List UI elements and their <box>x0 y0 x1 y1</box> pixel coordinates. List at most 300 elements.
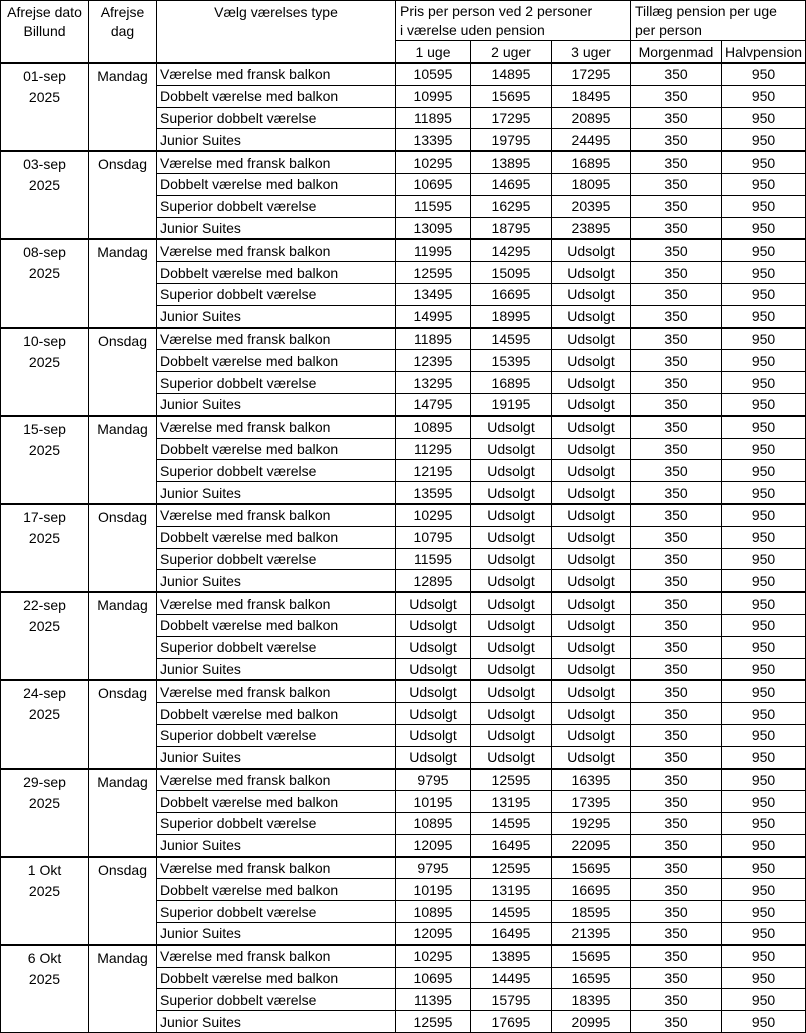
header-week-1: 1 uge <box>396 41 471 64</box>
price-2-weeks: Udsolgt <box>471 482 552 504</box>
departure-date-cell <box>1 857 89 945</box>
halfboard-supplement: 950 <box>722 195 806 217</box>
price-3-weeks: 17395 <box>552 791 631 813</box>
halfboard-supplement: 950 <box>722 703 806 725</box>
halfboard-supplement: 950 <box>722 151 806 173</box>
price-2-weeks: 15795 <box>471 989 552 1011</box>
halfboard-supplement: 950 <box>722 989 806 1011</box>
price-1-week: 14795 <box>396 393 471 415</box>
breakfast-supplement: 350 <box>631 791 722 813</box>
price-3-weeks: Udsolgt <box>552 548 631 570</box>
room-type: Dobbelt værelse med balkon <box>157 262 396 284</box>
header-week-2: 2 uger <box>471 41 552 64</box>
price-2-weeks: 13895 <box>471 945 552 967</box>
price-1-week: 11995 <box>396 239 471 261</box>
breakfast-supplement: 350 <box>631 129 722 151</box>
breakfast-supplement: 350 <box>631 305 722 327</box>
room-type: Junior Suites <box>157 834 396 856</box>
room-type: Junior Suites <box>157 305 396 327</box>
price-2-weeks: 14895 <box>471 63 552 85</box>
price-3-weeks: Udsolgt <box>552 460 631 482</box>
room-type: Superior dobbelt værelse <box>157 548 396 570</box>
price-1-week: 10195 <box>396 879 471 901</box>
departure-date-cell <box>1 680 89 768</box>
room-type: Dobbelt værelse med balkon <box>157 614 396 636</box>
header-halfboard: Halvpension <box>722 41 806 64</box>
breakfast-supplement: 350 <box>631 658 722 680</box>
price-3-weeks: 21395 <box>552 923 631 945</box>
room-type: Junior Suites <box>157 217 396 239</box>
room-type: Værelse med fransk balkon <box>157 504 396 526</box>
price-2-weeks: Udsolgt <box>471 614 552 636</box>
price-2-weeks: Udsolgt <box>471 570 552 592</box>
halfboard-supplement: 950 <box>722 636 806 658</box>
price-3-weeks: 16695 <box>552 879 631 901</box>
breakfast-supplement: 350 <box>631 393 722 415</box>
price-3-weeks: Udsolgt <box>552 746 631 768</box>
halfboard-supplement: 950 <box>722 416 806 438</box>
room-type: Superior dobbelt værelse <box>157 813 396 835</box>
breakfast-supplement: 350 <box>631 592 722 614</box>
halfboard-supplement: 950 <box>722 173 806 195</box>
halfboard-supplement: 950 <box>722 967 806 989</box>
breakfast-supplement: 350 <box>631 989 722 1011</box>
halfboard-supplement: 950 <box>722 217 806 239</box>
header-pension <box>631 1 806 41</box>
breakfast-supplement: 350 <box>631 879 722 901</box>
price-3-weeks: 16895 <box>552 151 631 173</box>
halfboard-supplement: 950 <box>722 239 806 261</box>
price-2-weeks: Udsolgt <box>471 636 552 658</box>
price-3-weeks: 16595 <box>552 967 631 989</box>
departure-year: 2025 <box>28 529 61 546</box>
price-3-weeks: 20895 <box>552 107 631 129</box>
price-1-week: 12595 <box>396 262 471 284</box>
room-type: Værelse med fransk balkon <box>157 239 396 261</box>
departure-day: Onsdag <box>89 857 157 945</box>
breakfast-supplement: 350 <box>631 504 722 526</box>
room-type: Superior dobbelt værelse <box>157 372 396 394</box>
halfboard-supplement: 950 <box>722 680 806 702</box>
departure-day: Onsdag <box>89 680 157 768</box>
halfboard-supplement: 950 <box>722 834 806 856</box>
price-2-weeks: 16495 <box>471 923 552 945</box>
table-row <box>1 592 806 614</box>
header-price-line2: i værelse uden pension <box>400 22 545 38</box>
price-3-weeks: Udsolgt <box>552 703 631 725</box>
room-type: Superior dobbelt værelse <box>157 195 396 217</box>
price-1-week: 12095 <box>396 923 471 945</box>
header-departure-day <box>89 1 157 64</box>
price-1-week: 10995 <box>396 85 471 107</box>
departure-date: 17-sep <box>23 508 66 525</box>
room-type: Superior dobbelt værelse <box>157 901 396 923</box>
price-3-weeks: Udsolgt <box>552 328 631 350</box>
price-3-weeks: Udsolgt <box>552 680 631 702</box>
price-1-week: 11395 <box>396 989 471 1011</box>
header-departure-date <box>1 1 89 64</box>
breakfast-supplement: 350 <box>631 460 722 482</box>
room-type: Værelse med fransk balkon <box>157 151 396 173</box>
breakfast-supplement: 350 <box>631 438 722 460</box>
price-1-week: 10295 <box>396 504 471 526</box>
header-price-line1: Pris per person ved 2 personer <box>400 3 593 19</box>
price-2-weeks: 14295 <box>471 239 552 261</box>
price-3-weeks: Udsolgt <box>552 350 631 372</box>
price-2-weeks: Udsolgt <box>471 592 552 614</box>
departure-date-cell <box>1 151 89 239</box>
price-1-week: 10695 <box>396 967 471 989</box>
price-1-week: 10695 <box>396 173 471 195</box>
room-type: Dobbelt værelse med balkon <box>157 526 396 548</box>
departure-day: Mandag <box>89 416 157 504</box>
room-type: Værelse med fransk balkon <box>157 416 396 438</box>
price-3-weeks: Udsolgt <box>552 372 631 394</box>
breakfast-supplement: 350 <box>631 703 722 725</box>
price-2-weeks: Udsolgt <box>471 724 552 746</box>
price-1-week: Udsolgt <box>396 658 471 680</box>
price-1-week: 13295 <box>396 372 471 394</box>
breakfast-supplement: 350 <box>631 195 722 217</box>
room-type: Værelse med fransk balkon <box>157 769 396 791</box>
price-2-weeks: 18795 <box>471 217 552 239</box>
departure-day: Mandag <box>89 945 157 1033</box>
breakfast-supplement: 350 <box>631 945 722 967</box>
breakfast-supplement: 350 <box>631 746 722 768</box>
breakfast-supplement: 350 <box>631 63 722 85</box>
price-3-weeks: Udsolgt <box>552 305 631 327</box>
departure-year: 2025 <box>28 706 61 723</box>
price-1-week: 10295 <box>396 151 471 173</box>
room-type: Junior Suites <box>157 129 396 151</box>
breakfast-supplement: 350 <box>631 769 722 791</box>
room-type: Værelse med fransk balkon <box>157 592 396 614</box>
room-type: Superior dobbelt værelse <box>157 283 396 305</box>
halfboard-supplement: 950 <box>722 548 806 570</box>
room-type: Dobbelt værelse med balkon <box>157 879 396 901</box>
room-type: Junior Suites <box>157 570 396 592</box>
price-3-weeks: Udsolgt <box>552 482 631 504</box>
price-3-weeks: 18595 <box>552 901 631 923</box>
price-1-week: 10895 <box>396 813 471 835</box>
halfboard-supplement: 950 <box>722 460 806 482</box>
price-1-week: Udsolgt <box>396 703 471 725</box>
departure-date: 29-sep <box>23 773 66 790</box>
departure-date-cell <box>1 504 89 592</box>
breakfast-supplement: 350 <box>631 85 722 107</box>
halfboard-supplement: 950 <box>722 283 806 305</box>
departure-day: Onsdag <box>89 151 157 239</box>
halfboard-supplement: 950 <box>722 769 806 791</box>
halfboard-supplement: 950 <box>722 901 806 923</box>
breakfast-supplement: 350 <box>631 724 722 746</box>
halfboard-supplement: 950 <box>722 504 806 526</box>
price-1-week: 11895 <box>396 328 471 350</box>
halfboard-supplement: 950 <box>722 791 806 813</box>
price-2-weeks: 13195 <box>471 791 552 813</box>
price-2-weeks: 15695 <box>471 85 552 107</box>
departure-date: 6 Okt <box>27 949 62 966</box>
breakfast-supplement: 350 <box>631 416 722 438</box>
price-3-weeks: Udsolgt <box>552 724 631 746</box>
price-1-week: 11295 <box>396 438 471 460</box>
halfboard-supplement: 950 <box>722 372 806 394</box>
header-room-type: Vælg værelses type <box>157 1 396 64</box>
price-1-week: 11595 <box>396 548 471 570</box>
table-row <box>1 680 806 702</box>
halfboard-supplement: 950 <box>722 129 806 151</box>
table-row <box>1 63 806 85</box>
price-2-weeks: 16295 <box>471 195 552 217</box>
breakfast-supplement: 350 <box>631 857 722 879</box>
table-row <box>1 328 806 350</box>
room-type: Superior dobbelt værelse <box>157 636 396 658</box>
price-2-weeks: 14595 <box>471 813 552 835</box>
breakfast-supplement: 350 <box>631 283 722 305</box>
price-3-weeks: Udsolgt <box>552 526 631 548</box>
price-3-weeks: 20995 <box>552 1011 631 1033</box>
halfboard-supplement: 950 <box>722 592 806 614</box>
price-2-weeks: Udsolgt <box>471 548 552 570</box>
price-2-weeks: Udsolgt <box>471 746 552 768</box>
room-type: Junior Suites <box>157 482 396 504</box>
header-pension-line1: Tillæg pension per uge <box>635 3 777 19</box>
halfboard-supplement: 950 <box>722 813 806 835</box>
price-2-weeks: 18995 <box>471 305 552 327</box>
breakfast-supplement: 350 <box>631 834 722 856</box>
price-1-week: Udsolgt <box>396 592 471 614</box>
price-3-weeks: 20395 <box>552 195 631 217</box>
price-3-weeks: Udsolgt <box>552 570 631 592</box>
header-departure-date-line2: Billund <box>23 23 66 39</box>
price-3-weeks: 15695 <box>552 945 631 967</box>
breakfast-supplement: 350 <box>631 217 722 239</box>
halfboard-supplement: 950 <box>722 614 806 636</box>
breakfast-supplement: 350 <box>631 107 722 129</box>
halfboard-supplement: 950 <box>722 262 806 284</box>
price-2-weeks: Udsolgt <box>471 526 552 548</box>
price-1-week: Udsolgt <box>396 614 471 636</box>
price-2-weeks: 13195 <box>471 879 552 901</box>
room-type: Dobbelt værelse med balkon <box>157 350 396 372</box>
room-type: Værelse med fransk balkon <box>157 945 396 967</box>
departure-date: 15-sep <box>23 420 66 437</box>
room-type: Superior dobbelt værelse <box>157 460 396 482</box>
halfboard-supplement: 950 <box>722 724 806 746</box>
price-2-weeks: 15095 <box>471 262 552 284</box>
departure-year: 2025 <box>28 618 61 635</box>
breakfast-supplement: 350 <box>631 173 722 195</box>
departure-day: Onsdag <box>89 328 157 416</box>
halfboard-supplement: 950 <box>722 857 806 879</box>
price-1-week: 12095 <box>396 834 471 856</box>
price-1-week: 9795 <box>396 769 471 791</box>
departure-date: 03-sep <box>23 156 66 173</box>
price-2-weeks: 14695 <box>471 173 552 195</box>
price-1-week: 13095 <box>396 217 471 239</box>
departure-year: 2025 <box>28 265 61 282</box>
departure-date-cell <box>1 592 89 680</box>
breakfast-supplement: 350 <box>631 813 722 835</box>
breakfast-supplement: 350 <box>631 350 722 372</box>
departure-date-cell <box>1 769 89 857</box>
room-type: Dobbelt værelse med balkon <box>157 438 396 460</box>
price-2-weeks: Udsolgt <box>471 504 552 526</box>
price-3-weeks: Udsolgt <box>552 393 631 415</box>
departure-year: 2025 <box>28 89 61 105</box>
departure-day: Mandag <box>89 592 157 680</box>
price-3-weeks: 17295 <box>552 63 631 85</box>
departure-day: Mandag <box>89 769 157 857</box>
breakfast-supplement: 350 <box>631 1011 722 1033</box>
header-departure-day-line2: dag <box>110 23 135 39</box>
price-1-week: 12195 <box>396 460 471 482</box>
price-1-week: 13495 <box>396 283 471 305</box>
table-row <box>1 769 806 791</box>
price-1-week: Udsolgt <box>396 680 471 702</box>
halfboard-supplement: 950 <box>722 328 806 350</box>
price-3-weeks: 18395 <box>552 989 631 1011</box>
breakfast-supplement: 350 <box>631 526 722 548</box>
price-2-weeks: 12595 <box>471 857 552 879</box>
departure-year: 2025 <box>28 441 61 458</box>
header-week-3: 3 uger <box>552 41 631 64</box>
price-2-weeks: Udsolgt <box>471 680 552 702</box>
price-2-weeks: 16695 <box>471 283 552 305</box>
price-2-weeks: Udsolgt <box>471 460 552 482</box>
room-type: Dobbelt værelse med balkon <box>157 791 396 813</box>
price-1-week: 13395 <box>396 129 471 151</box>
price-1-week: 10595 <box>396 63 471 85</box>
departure-date-cell <box>1 63 89 151</box>
price-2-weeks: 12595 <box>471 769 552 791</box>
halfboard-supplement: 950 <box>722 658 806 680</box>
header-price <box>396 1 631 41</box>
price-2-weeks: 14495 <box>471 967 552 989</box>
halfboard-supplement: 950 <box>722 305 806 327</box>
price-3-weeks: 22095 <box>552 834 631 856</box>
departure-year: 2025 <box>28 970 61 987</box>
room-type: Superior dobbelt værelse <box>157 107 396 129</box>
departure-date: 24-sep <box>23 685 66 702</box>
halfboard-supplement: 950 <box>722 746 806 768</box>
price-1-week: 10795 <box>396 526 471 548</box>
price-2-weeks: 16495 <box>471 834 552 856</box>
header-departure-date-line1: Afrejse dato <box>7 4 82 20</box>
room-type: Junior Suites <box>157 1011 396 1033</box>
breakfast-supplement: 350 <box>631 482 722 504</box>
halfboard-supplement: 950 <box>722 945 806 967</box>
price-2-weeks: 17295 <box>471 107 552 129</box>
room-type: Junior Suites <box>157 746 396 768</box>
price-3-weeks: Udsolgt <box>552 438 631 460</box>
price-2-weeks: 16895 <box>471 372 552 394</box>
halfboard-supplement: 950 <box>722 570 806 592</box>
header-row-main <box>1 1 806 41</box>
price-3-weeks: Udsolgt <box>552 262 631 284</box>
halfboard-supplement: 950 <box>722 879 806 901</box>
table-row <box>1 945 806 967</box>
price-1-week: 11595 <box>396 195 471 217</box>
price-3-weeks: Udsolgt <box>552 592 631 614</box>
price-1-week: 12595 <box>396 1011 471 1033</box>
price-3-weeks: 15695 <box>552 857 631 879</box>
price-2-weeks: Udsolgt <box>471 703 552 725</box>
halfboard-supplement: 950 <box>722 107 806 129</box>
price-2-weeks: 19195 <box>471 393 552 415</box>
halfboard-supplement: 950 <box>722 393 806 415</box>
departure-year: 2025 <box>28 353 61 370</box>
room-type: Dobbelt værelse med balkon <box>157 173 396 195</box>
departure-year: 2025 <box>28 177 61 194</box>
departure-date-cell <box>1 328 89 416</box>
breakfast-supplement: 350 <box>631 151 722 173</box>
price-1-week: Udsolgt <box>396 746 471 768</box>
price-3-weeks: Udsolgt <box>552 636 631 658</box>
departure-date: 08-sep <box>23 244 66 261</box>
header-pension-line2: per person <box>635 22 702 38</box>
halfboard-supplement: 950 <box>722 85 806 107</box>
price-2-weeks: Udsolgt <box>471 416 552 438</box>
breakfast-supplement: 350 <box>631 239 722 261</box>
price-2-weeks: 14595 <box>471 328 552 350</box>
price-2-weeks: 19795 <box>471 129 552 151</box>
breakfast-supplement: 350 <box>631 614 722 636</box>
halfboard-supplement: 950 <box>722 1011 806 1033</box>
room-type: Superior dobbelt værelse <box>157 989 396 1011</box>
breakfast-supplement: 350 <box>631 967 722 989</box>
price-1-week: 11895 <box>396 107 471 129</box>
price-3-weeks: 18495 <box>552 85 631 107</box>
price-1-week: 10895 <box>396 901 471 923</box>
departure-date-cell <box>1 945 89 1033</box>
price-3-weeks: 19295 <box>552 813 631 835</box>
price-3-weeks: Udsolgt <box>552 283 631 305</box>
departure-date: 10-sep <box>23 332 66 349</box>
departure-date: 22-sep <box>23 597 66 614</box>
price-1-week: Udsolgt <box>396 636 471 658</box>
halfboard-supplement: 950 <box>722 350 806 372</box>
header-departure-day-line1: Afrejse <box>100 4 145 20</box>
price-3-weeks: Udsolgt <box>552 614 631 636</box>
price-1-week: 12895 <box>396 570 471 592</box>
price-1-week: 14995 <box>396 305 471 327</box>
breakfast-supplement: 350 <box>631 328 722 350</box>
breakfast-supplement: 350 <box>631 548 722 570</box>
room-type: Dobbelt værelse med balkon <box>157 967 396 989</box>
breakfast-supplement: 350 <box>631 636 722 658</box>
room-type: Superior dobbelt værelse <box>157 724 396 746</box>
room-type: Dobbelt værelse med balkon <box>157 703 396 725</box>
price-1-week: 10895 <box>396 416 471 438</box>
price-2-weeks: Udsolgt <box>471 658 552 680</box>
price-2-weeks: 13895 <box>471 151 552 173</box>
price-2-weeks: 17695 <box>471 1011 552 1033</box>
table-row <box>1 239 806 261</box>
breakfast-supplement: 350 <box>631 372 722 394</box>
breakfast-supplement: 350 <box>631 923 722 945</box>
table-row <box>1 416 806 438</box>
halfboard-supplement: 950 <box>722 63 806 85</box>
price-3-weeks: 24495 <box>552 129 631 151</box>
price-1-week: 9795 <box>396 857 471 879</box>
departure-date-cell <box>1 239 89 327</box>
departure-year: 2025 <box>28 882 61 899</box>
room-type: Værelse med fransk balkon <box>157 63 396 85</box>
header-breakfast: Morgenmad <box>631 41 722 64</box>
room-type: Junior Suites <box>157 658 396 680</box>
halfboard-supplement: 950 <box>722 923 806 945</box>
